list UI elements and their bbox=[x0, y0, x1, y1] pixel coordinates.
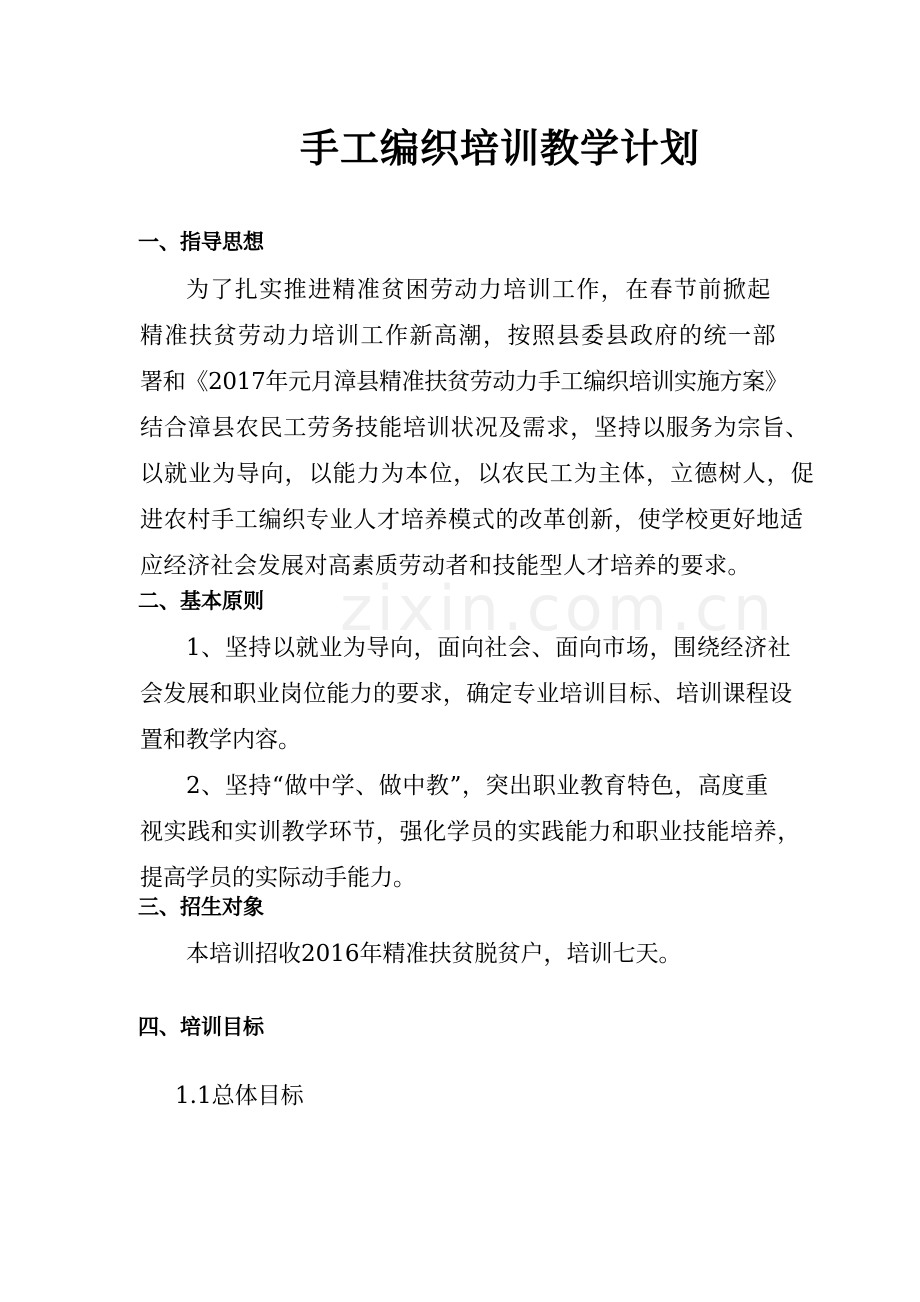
paragraph-line: 进农村手工编织专业人才培养模式的改革创新，使学校更好地适 bbox=[140, 507, 804, 533]
paragraph-line: 会发展和职业岗位能力的要求，确定专业培训目标、培训课程设 bbox=[140, 681, 793, 707]
paragraph-line: 1.1总体目标 bbox=[175, 1083, 304, 1109]
paragraph-line: 2、坚持“做中学、做中教”，突出职业教育特色，高度重 bbox=[186, 773, 769, 799]
section-heading: 四、培训目标 bbox=[138, 1015, 264, 1039]
paragraph-line: 署和《2017年元月漳县精准扶贫劳动力手工编织培训实施方案》 bbox=[140, 369, 788, 395]
paragraph-line: 精准扶贫劳动力培训工作新高潮，按照县委县政府的统一部 bbox=[140, 323, 777, 349]
section-heading: 二、基本原则 bbox=[138, 589, 264, 613]
paragraph-line: 应经济社会发展对高素质劳动者和技能型人才培养的要求。 bbox=[140, 553, 751, 579]
paragraph-line: 结合漳县农民工劳务技能培训状况及需求，坚持以服务为宗旨、 bbox=[140, 415, 810, 441]
paragraph-line: 提高学员的实际动手能力。 bbox=[140, 865, 416, 891]
paragraph-line: 置和教学内容。 bbox=[140, 727, 301, 753]
page-title: 手工编织培训教学计划 bbox=[299, 127, 700, 172]
section-heading: 三、招生对象 bbox=[138, 895, 264, 919]
paragraph-line: 1、坚持以就业为导向，面向社会、面向市场，围绕经济社 bbox=[186, 635, 792, 661]
paragraph-line: 以就业为导向，以能力为本位，以农民工为主体，立德树人，促 bbox=[140, 461, 815, 487]
paragraph-line: 为了扎实推进精准贫困劳动力培训工作，在春节前掀起 bbox=[186, 277, 772, 303]
paragraph-line: 视实践和实训教学环节，强化学员的实践能力和职业技能培养， bbox=[140, 819, 801, 845]
watermark: zixin.com.cn bbox=[340, 572, 777, 645]
section-heading: 一、指导思想 bbox=[138, 230, 264, 254]
paragraph-line: 本培训招收2016年精准扶贫脱贫户，培训七天。 bbox=[186, 941, 682, 967]
